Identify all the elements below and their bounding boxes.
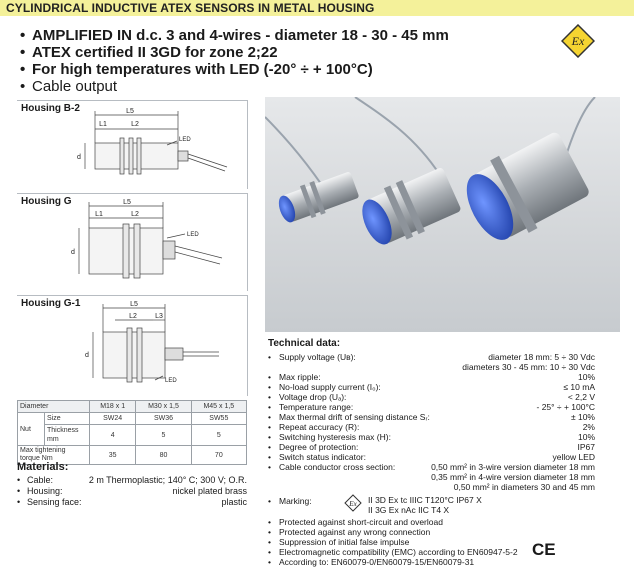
technical-data-row: • Degree of protection: IP67 [268,442,595,452]
marking-line-1: II 3D Ex tc IIIC T120°C IP67 X [368,495,482,505]
atex-ex-icon [561,24,595,58]
technical-data-value: diameter 18 mm: 5 ÷ 30 Vdc [488,352,595,362]
materials-row: • Cable: 2 m Thermoplastic; 140° C; 300 V; O.R. [17,475,247,485]
technical-data-key: Max ripple: [279,372,321,382]
technical-data-key: Switch status indicator: [279,452,366,462]
table-header-m30: M30 x 1,5 [136,401,191,413]
housing-b2-dim-d: d [77,154,81,161]
bullet-4: • Cable output [20,78,118,95]
technical-data-value: - 25° ÷ + 100°C [536,402,595,412]
technical-data-row: • Switching hysteresis max (H): 10% [268,432,595,442]
technical-data-key: Voltage drop (Uₐ): [279,392,347,402]
materials-row: • Housing: nickel plated brass [17,486,247,496]
technical-data-key: Cable conductor cross section: [279,462,396,472]
technical-data-row: • Temperature range: - 25° ÷ + 100°C [268,402,595,412]
table-cell: 35 [90,446,136,465]
housing-b2-dim-l1: L1 [99,121,107,128]
page-title: CYLINDRICAL INDUCTIVE ATEX SENSORS IN METAL HOUSING [6,1,375,15]
technical-data-value: ≤ 10 mA [563,382,595,392]
technical-data-key: Repeat accuracy (R): [279,422,360,432]
table-header-diameter: Diameter [18,401,90,413]
table-cell: 5 [136,425,191,446]
technical-data-value: 0,50 mm² in 3-wire version diameter 18 mm [431,462,595,472]
ce-mark: CE [532,540,556,559]
technical-data-value: 10% [577,372,595,382]
technical-data-value: yellow LED [552,452,595,462]
technical-data-key: Switching hysteresis max (H): [279,432,391,442]
technical-data-row [268,472,595,482]
table-cell: 5 [191,425,246,446]
housing-g1-led: LED [165,378,177,384]
housing-g-dim-l5: L5 [123,199,131,206]
technical-data-title: Technical data: [268,338,341,349]
table-cell: SW24 [90,413,136,425]
table-row [18,413,247,425]
technical-data-value: 0,35 mm² in 4-wire version diameter 18 mm [431,472,595,482]
housing-g-led: LED [187,232,199,238]
table-row [18,401,247,413]
ex-mark-icon [344,494,362,512]
housing-g1-dim-l5: L5 [130,301,138,308]
technical-data-row: • No-load supply current (I₀): ≤ 10 mA [268,382,595,392]
bullet-1: • AMPLIFIED IN d.c. 3 and 4-wires - diameter 18 - 30 - 45 mm [20,27,449,44]
technical-data-key: Max thermal drift of sensing distance Sᵣ: [279,412,430,422]
technical-data-key: Supply voltage (Uʙ): [279,352,356,362]
technical-data-value: 10% [577,432,595,442]
technical-data-row: • Repeat accuracy (R): 2% [268,422,595,432]
technical-data-row: • Cable conductor cross section: 0,50 mm² in 3-wire version diameter 18 mm [268,462,595,472]
technical-data-key: No-load supply current (I₀): [279,382,381,392]
svg-text:Ex: Ex [349,500,357,508]
table-cell: 80 [136,446,191,465]
marking-line-2: II 3G Ex nAc IIC T4 X [368,505,450,515]
housing-g1-dim-d: d [85,352,89,359]
housing-b2-drawing [17,101,247,189]
technical-data-value: 0,50 mm² in diameters 30 and 45 mm [453,482,595,492]
bullet-3: • For high temperatures with LED (-20° ÷ + 100°C) [20,61,373,78]
table-cell: SW55 [191,413,246,425]
table-header-m18: M18 x 1 [90,401,136,413]
bullet-2: • ATEX certified II 3GD for zone 2;22 [20,44,278,61]
table-cell: 70 [191,446,246,465]
housing-g-dim-d: d [71,249,75,256]
housing-g-drawing [17,194,247,291]
technical-data-value: ± 10% [570,412,595,422]
housing-b2-led: LED [179,137,191,143]
sensors-illustration [265,97,620,332]
housing-g-box [17,193,248,291]
technical-data-key: Degree of protection: [279,442,359,452]
housing-g1-box [17,295,248,396]
housing-g1-label: Housing G-1 [21,298,81,309]
housing-b2-label: Housing B-2 [21,103,80,114]
housing-g-label: Housing G [21,196,72,207]
technical-data-value: diameters 30 - 45 mm: 10 ÷ 30 Vdc [462,362,595,372]
table-header-m45: M45 x 1,5 [191,401,246,413]
materials-row: • Sensing face: plastic [17,497,247,507]
technical-data-row: • Switch status indicator: yellow LED [268,452,595,462]
technical-data-row: • Max ripple: 10% [268,372,595,382]
housing-b2-box [17,100,248,189]
housing-g-dim-l2: L2 [131,211,139,218]
dimensions-table [17,400,247,465]
table-torque-label: Max tightening torque Nm [18,446,90,465]
atex-mark-text: Ex [571,34,585,48]
technical-data-key: Temperature range: [279,402,354,412]
housing-g1-dim-l2: L2 [129,313,137,320]
technical-data-row: • Voltage drop (Uₐ): < 2,2 V [268,392,595,402]
table-nut-label: Nut [18,413,45,446]
technical-data-row [268,362,595,372]
technical-data-row: • Max thermal drift of sensing distance Sᵣ: ± 10% [268,412,595,422]
housing-b2-dim-l5: L5 [126,108,134,115]
technical-data-row [268,482,595,492]
technical-data-value: 2% [582,422,595,432]
product-photo [265,97,620,332]
housing-g-dim-l1: L1 [95,211,103,218]
table-cell: SW36 [136,413,191,425]
sensor-large [455,126,593,251]
technical-data-value: IP67 [577,442,595,452]
housing-g1-dim-l3: L3 [155,313,163,320]
technical-data-value: < 2,2 V [567,392,595,402]
materials-title: Materials: [17,461,69,473]
sensor-medium [355,163,464,252]
table-thickness-label: Thickness mm [45,425,90,446]
housing-b2-dim-l2: L2 [131,121,139,128]
table-size-label: Size [45,413,90,425]
housing-g1-drawing [17,296,247,396]
technical-data-row: • Supply voltage (Uʙ): diameter 18 mm: 5 ÷ 30 Vdc [268,352,595,362]
table-cell: 4 [90,425,136,446]
table-row [18,425,247,446]
